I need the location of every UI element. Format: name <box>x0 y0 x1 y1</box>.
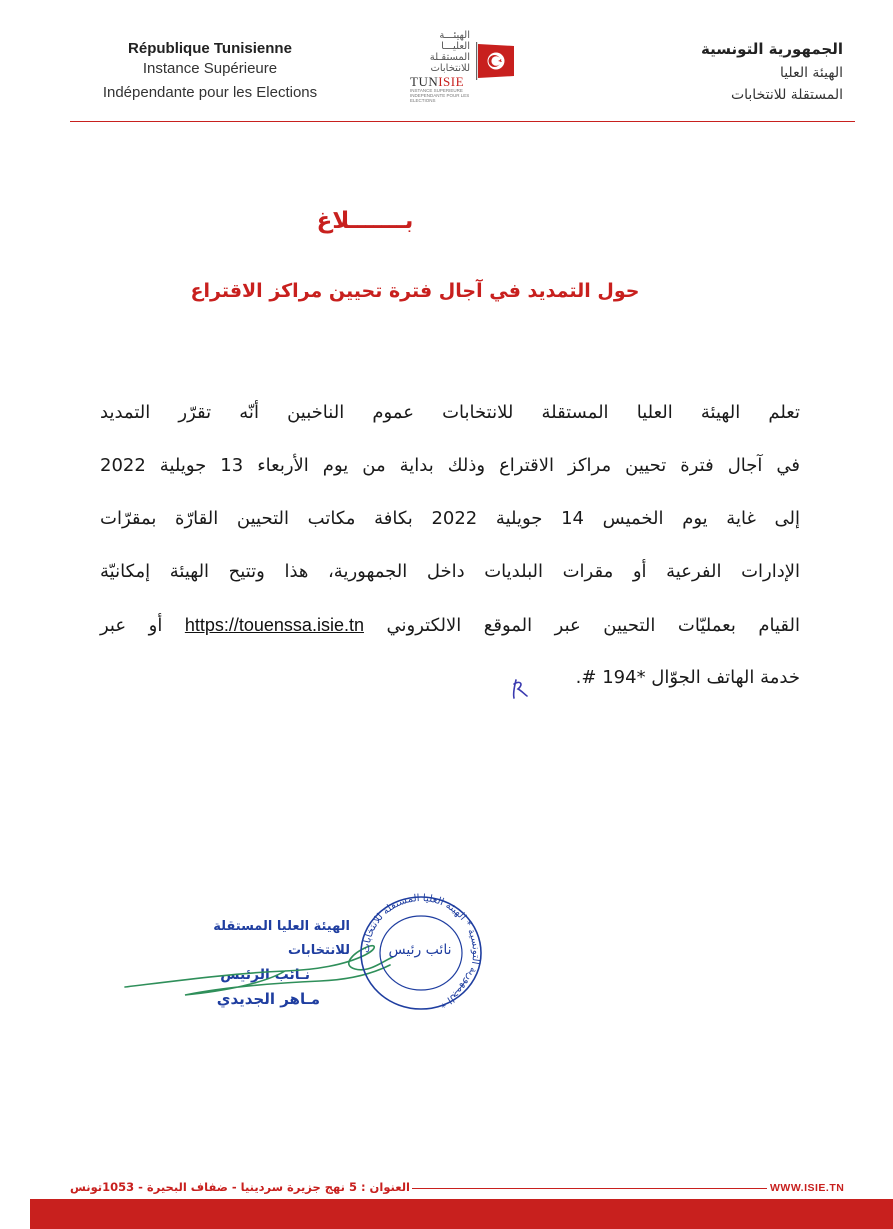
header-ar-instance: الهيئة العليا <box>779 65 843 81</box>
footer-address: العنوان : 5 نهج جزيرة سردينيا - ضفاف البحيرة - 1053تونس <box>70 1180 410 1194</box>
header-ar-republic: الجمهورية التونسية <box>701 40 843 58</box>
seal-ring-text: الجمهورية التونسية * الهيئة العليا المستقلة للانتخابات * <box>360 893 482 1010</box>
footer-divider <box>412 1188 767 1189</box>
logo-ar-line: المستقـلة <box>429 52 470 63</box>
body-line: خدمة الهاتف الجوّال *194 #. <box>575 667 800 688</box>
announcement-title: بـــــــلاغ <box>316 208 414 234</box>
logo-arabic-text <box>410 30 470 74</box>
signature-org: الهيئة العليا المستقلة للانتخابات <box>213 919 350 958</box>
body-line-with-link <box>100 605 800 658</box>
footer-website[interactable]: WWW.ISIE.TN <box>770 1182 845 1194</box>
footer-red-band <box>30 1199 893 1229</box>
announcement-body <box>100 393 800 711</box>
header-fr-republic: République Tunisienne <box>128 40 292 57</box>
signature-name: مـاهر الجديدي <box>216 990 320 1008</box>
header-arabic-block <box>643 36 843 106</box>
body-line: تعلم الهيئة العليا المستقلة للانتخابات عموم الناخبين أنّه تقرّر التمديد <box>100 402 800 423</box>
header-fr-independante: Indépendante pour les Elections <box>102 84 318 101</box>
website-link[interactable]: https://touenssa.isie.tn <box>184 615 364 635</box>
logo-fine-print: INSTANCE SUPERIEURE INDEPENDANTE POUR LES ELECTIONS <box>410 88 470 103</box>
header-fr-instance: Instance Supérieure <box>142 60 278 77</box>
logo-latin-accent: ISIE <box>438 74 465 89</box>
body-line5-before: القيام بعمليّات التحيين عبر الموقع الالكتروني <box>386 615 800 636</box>
seal-center-text: نائب رئيس <box>388 942 452 958</box>
logo-ar-line: الهيئـــة <box>439 30 470 41</box>
logo-ar-line: للانتخابات <box>430 63 470 74</box>
logo-ar-line: العليـــا <box>441 41 470 52</box>
header-ar-independent: المستقلة للانتخابات <box>730 87 843 103</box>
handwritten-initial-icon <box>508 674 538 704</box>
signature-role: نـائب الرئيس <box>220 967 310 983</box>
tunisia-flag-icon <box>474 42 516 80</box>
body-line: الإدارات الفرعية أو مقرات البلديات داخل الجمهورية، هذا وتتيح الهيئة إمكانيّة <box>100 561 800 582</box>
announcement-subtitle: حول التمديد في آجال فترة تحيين مراكز الاقتراع <box>190 280 640 302</box>
header-french-block <box>60 40 360 105</box>
header-divider <box>70 121 855 122</box>
body-line: إلى غاية يوم الخميس 14 جويلية 2022 بكافة مكاتب التحيين القارّة بمقرّات <box>100 508 801 529</box>
body-line5-after: أو عبر <box>100 615 163 636</box>
logo-latin-prefix: TUN <box>410 74 439 89</box>
body-line: في آجال فترة تحيين مراكز الاقتراع وذلك بداية من يوم الأربعاء 13 جويلية 2022 <box>100 455 801 476</box>
